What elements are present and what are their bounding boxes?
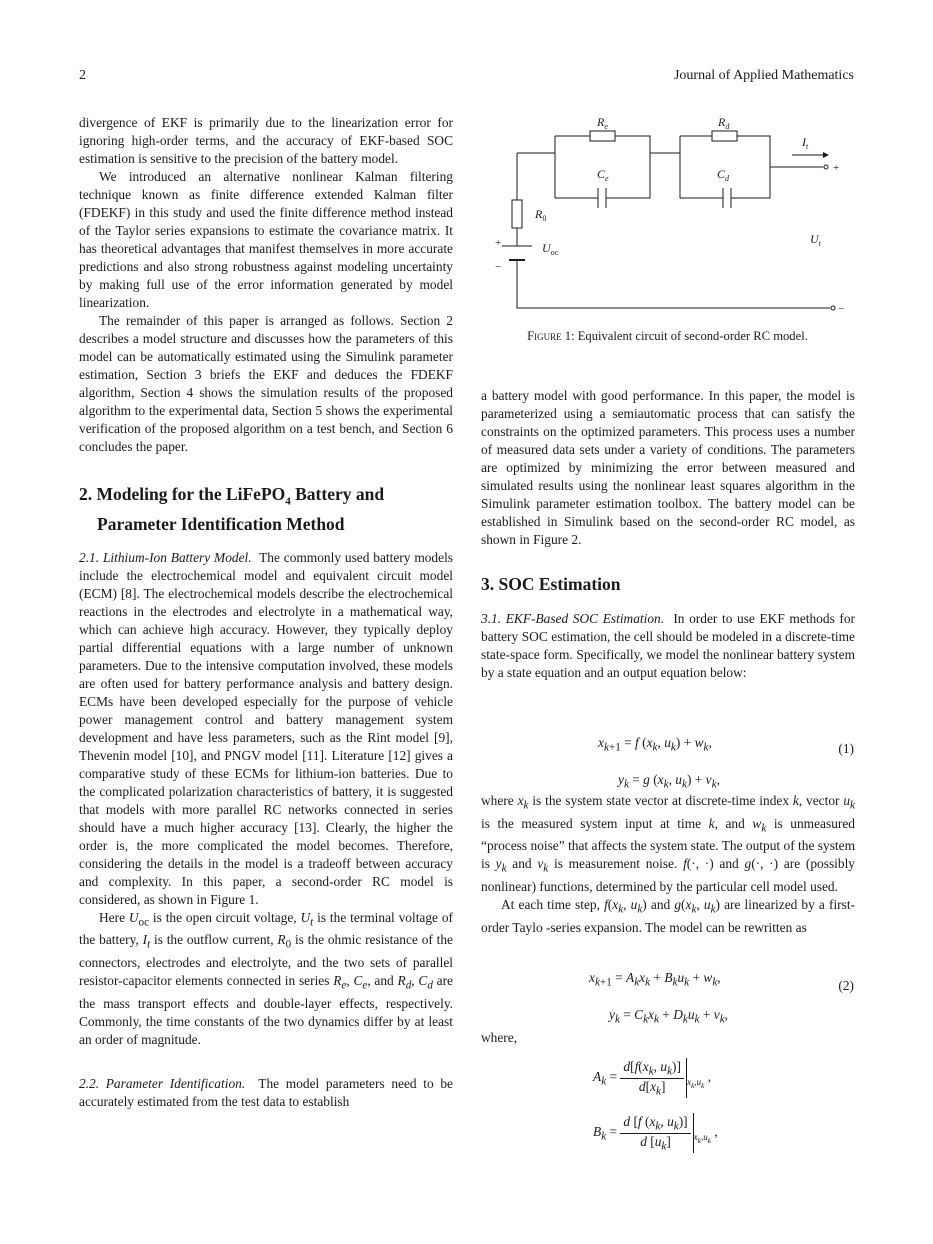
paragraph: We introduced an alternative nonlinear Kalman filtering technique known as finite difference extended Kalman filter (FDEKF) in this study and used the finite difference method instead of the Taylor series expansions to estimate the covariance matrix. It has theoretical advantages that manifest themselves in more accurate predictions and also strong robustness against modeling uncertainty by making full use of the error information generated by model linearization. bbox=[79, 169, 453, 310]
equation-ak: $A_k$ = $\frac{d[f(x_k, u_k)]}{d[x_k]}$ $_{x_k,u_k}$ , bbox=[593, 1058, 712, 1098]
equation-bk: $B_k$ = $\frac{d [f (x_k, u_k)]}{d [u_k]}$ $_{x_k,u_k}$ , bbox=[593, 1113, 718, 1153]
page-number: 2 bbox=[79, 68, 86, 83]
label-ce: $C_e$ bbox=[597, 167, 609, 183]
paragraph: where, bbox=[481, 1030, 518, 1045]
equation-number: (1) bbox=[838, 741, 854, 756]
resistor-re bbox=[590, 131, 615, 141]
subsection-title: 2.1. Lithium-Ion Battery Model. bbox=[79, 549, 252, 565]
label-cd: $C_d$ bbox=[717, 167, 730, 183]
subsection-title: 2.2. Parameter Identification. bbox=[79, 1075, 246, 1091]
where-text bbox=[481, 1029, 855, 1047]
label-rd: $R_d$ bbox=[718, 115, 730, 131]
section-heading-2: 2. Modeling for the LiFePO$_4$ Battery and Parameter Identification Method bbox=[79, 484, 385, 534]
wire bbox=[517, 260, 830, 308]
paragraph: At each time step, $f(x_k$, $u_k$) and $g(x_k$, $u_k$) are linearized by a first-order Taylo -series expansion. The model can be rewritten as bbox=[481, 897, 856, 935]
paragraph: divergence of EKF is primarily due to the linearization error for ignoring high-order terms, and the accuracy of EKF-based SOC estimation is sensitive to the precision of the battery model. bbox=[79, 115, 453, 166]
right-column-cont bbox=[481, 792, 855, 937]
equation-1: $x_{k+1} = f$ ($x_k$, $u_k) + w_k$, $y_k = g$ ($x_k$, $u_k) + v_k$, bbox=[598, 735, 720, 791]
paragraph: 2.1. Lithium-Ion Battery Model. The commonly used battery models include the electrochemical model and equivalent circuit model (ECM) [8]. The electrochemical models describe the electrochemical reactions in the electrodes and electrolyte in a mathematical way, which can achieve high accuracy. However, they typically deploy partial differential equations with a large number of unknown parameters. Due to the intensive computation involved, these models are often used for battery performance analysis and battery design. ECMs have been developed especially for the purpose of vehicle power management control and battery management system development and have less parameters, such as the Rint model [9], Thevenin model [10], and PNGV model [11]. Literature [12] gives a comparative study of these ECMs for lithium-ion batteries. Due to the complicated polarization characteristics of battery, it is suggested that models with more parallel RC networks connected in series should have a much higher accuracy [13]. Clearly, the higher the order is, the more complicated the model becomes. Therefore, considering the details in the model is a tradeoff between accuracy and complexity. In this paper, a second-order RC model is considered, as shown in Figure 1. bbox=[79, 549, 453, 907]
paragraph: 2.2. Parameter Identification. The model parameters need to be accurately estimated from the test data to establish bbox=[79, 1075, 453, 1109]
current-arrowhead bbox=[823, 152, 829, 158]
label-uoc: $U_{oc}$ bbox=[542, 241, 559, 257]
circuit-diagram bbox=[480, 108, 855, 323]
battery-plus-sign: + bbox=[495, 237, 502, 249]
paragraph: a battery model with good performance. In this paper, the model is parameterized using a semiautomatic process that can satisfy the constraints on the optimized parameters. This process uses a number of measured data sets under a variety of conditions. The parameters are optimized by minimizing the error between measured and simulated results using the nonlinear least squares algorithm in the Simulink parameter estimation toolbox. The battery model can be established in Simulink based on the second-order RC model, as shown in Figure 2. bbox=[481, 388, 855, 547]
label-it: $I_t$ bbox=[802, 135, 809, 151]
terminal-negative bbox=[831, 306, 835, 310]
terminal-positive bbox=[824, 165, 828, 169]
label-ut: $U_t$ bbox=[810, 232, 821, 248]
terminal-minus-sign: − bbox=[838, 303, 845, 315]
paragraph: where $x_k$ is the system state vector at discrete-time index k, vector $u_k$ is the measured system input at time k, and $w_k$ is unmeasured “process noise” that affects the system state. The output of the system is $y_k$ and $v_k$ is measurement noise. f(·, ·) and g(·, ·) are (possibly nonlinear) functions, determined by the particular cell model used. bbox=[481, 793, 855, 895]
paragraph: The remainder of this paper is arranged as follows. Section 2 describes a model structure and discusses how the parameters of this model can be automatically estimated using the Simulink parameter estimation, Section 3 briefs the EKF and deduces the FDEKF algorithm, Section 4 shows the simulation results of the proposed algorithm to the experimental data, Section 5 shows the experimental verification of the proposed algorithm on a test bench, and Section 6 concludes the paper. bbox=[79, 313, 453, 454]
section-heading-3: 3. SOC Estimation bbox=[481, 574, 621, 594]
wire bbox=[615, 136, 650, 198]
label-r0: $R_0$ bbox=[535, 207, 547, 223]
subsection-title: 3.1. EKF-Based SOC Estimation. bbox=[481, 611, 665, 626]
terminal-plus-sign: + bbox=[833, 162, 840, 174]
right-column bbox=[481, 387, 855, 682]
journal-name: Journal of Applied Mathematics bbox=[673, 68, 854, 83]
left-column bbox=[79, 114, 453, 1111]
resistor-rd bbox=[712, 131, 737, 141]
paragraph: 3.1. EKF-Based SOC Estimation. In order to use EKF methods for battery SOC estimation, the cell should be modeled in a discrete-time state-space form. Specifically, we model the nonlinear battery system by a state equation and an output equation below: bbox=[481, 611, 856, 680]
wire bbox=[737, 136, 770, 198]
paragraph: Here $U_{oc}$ is the open circuit voltage, $U_t$ is the terminal voltage of the battery, $I_t$ is the outflow current, $R_0$ is the ohmic resistance of the connectors, electrodes and electrolyte, and the two sets of parallel resistor-capacitor elements connected in series $R_e$, $C_e$, and $R_d$, $C_d$ are the mass transport effects and double-layer effects, respectively. Commonly, the time constants of the two dynamics differ by at least an order of magnitude. bbox=[79, 909, 453, 1047]
figure-caption: Figure 1: Equivalent circuit of second-order RC model. bbox=[527, 329, 808, 343]
battery-minus-sign: − bbox=[495, 261, 502, 273]
label-re: $R_e$ bbox=[597, 115, 608, 131]
equation-number: (2) bbox=[838, 978, 854, 993]
equation-2: $x_{k+1} = A_kx_k + B_ku_k + w_k$, $y_k = C_kx_k + D_ku_k + v_k$, bbox=[589, 970, 728, 1026]
resistor-r0 bbox=[512, 200, 522, 228]
